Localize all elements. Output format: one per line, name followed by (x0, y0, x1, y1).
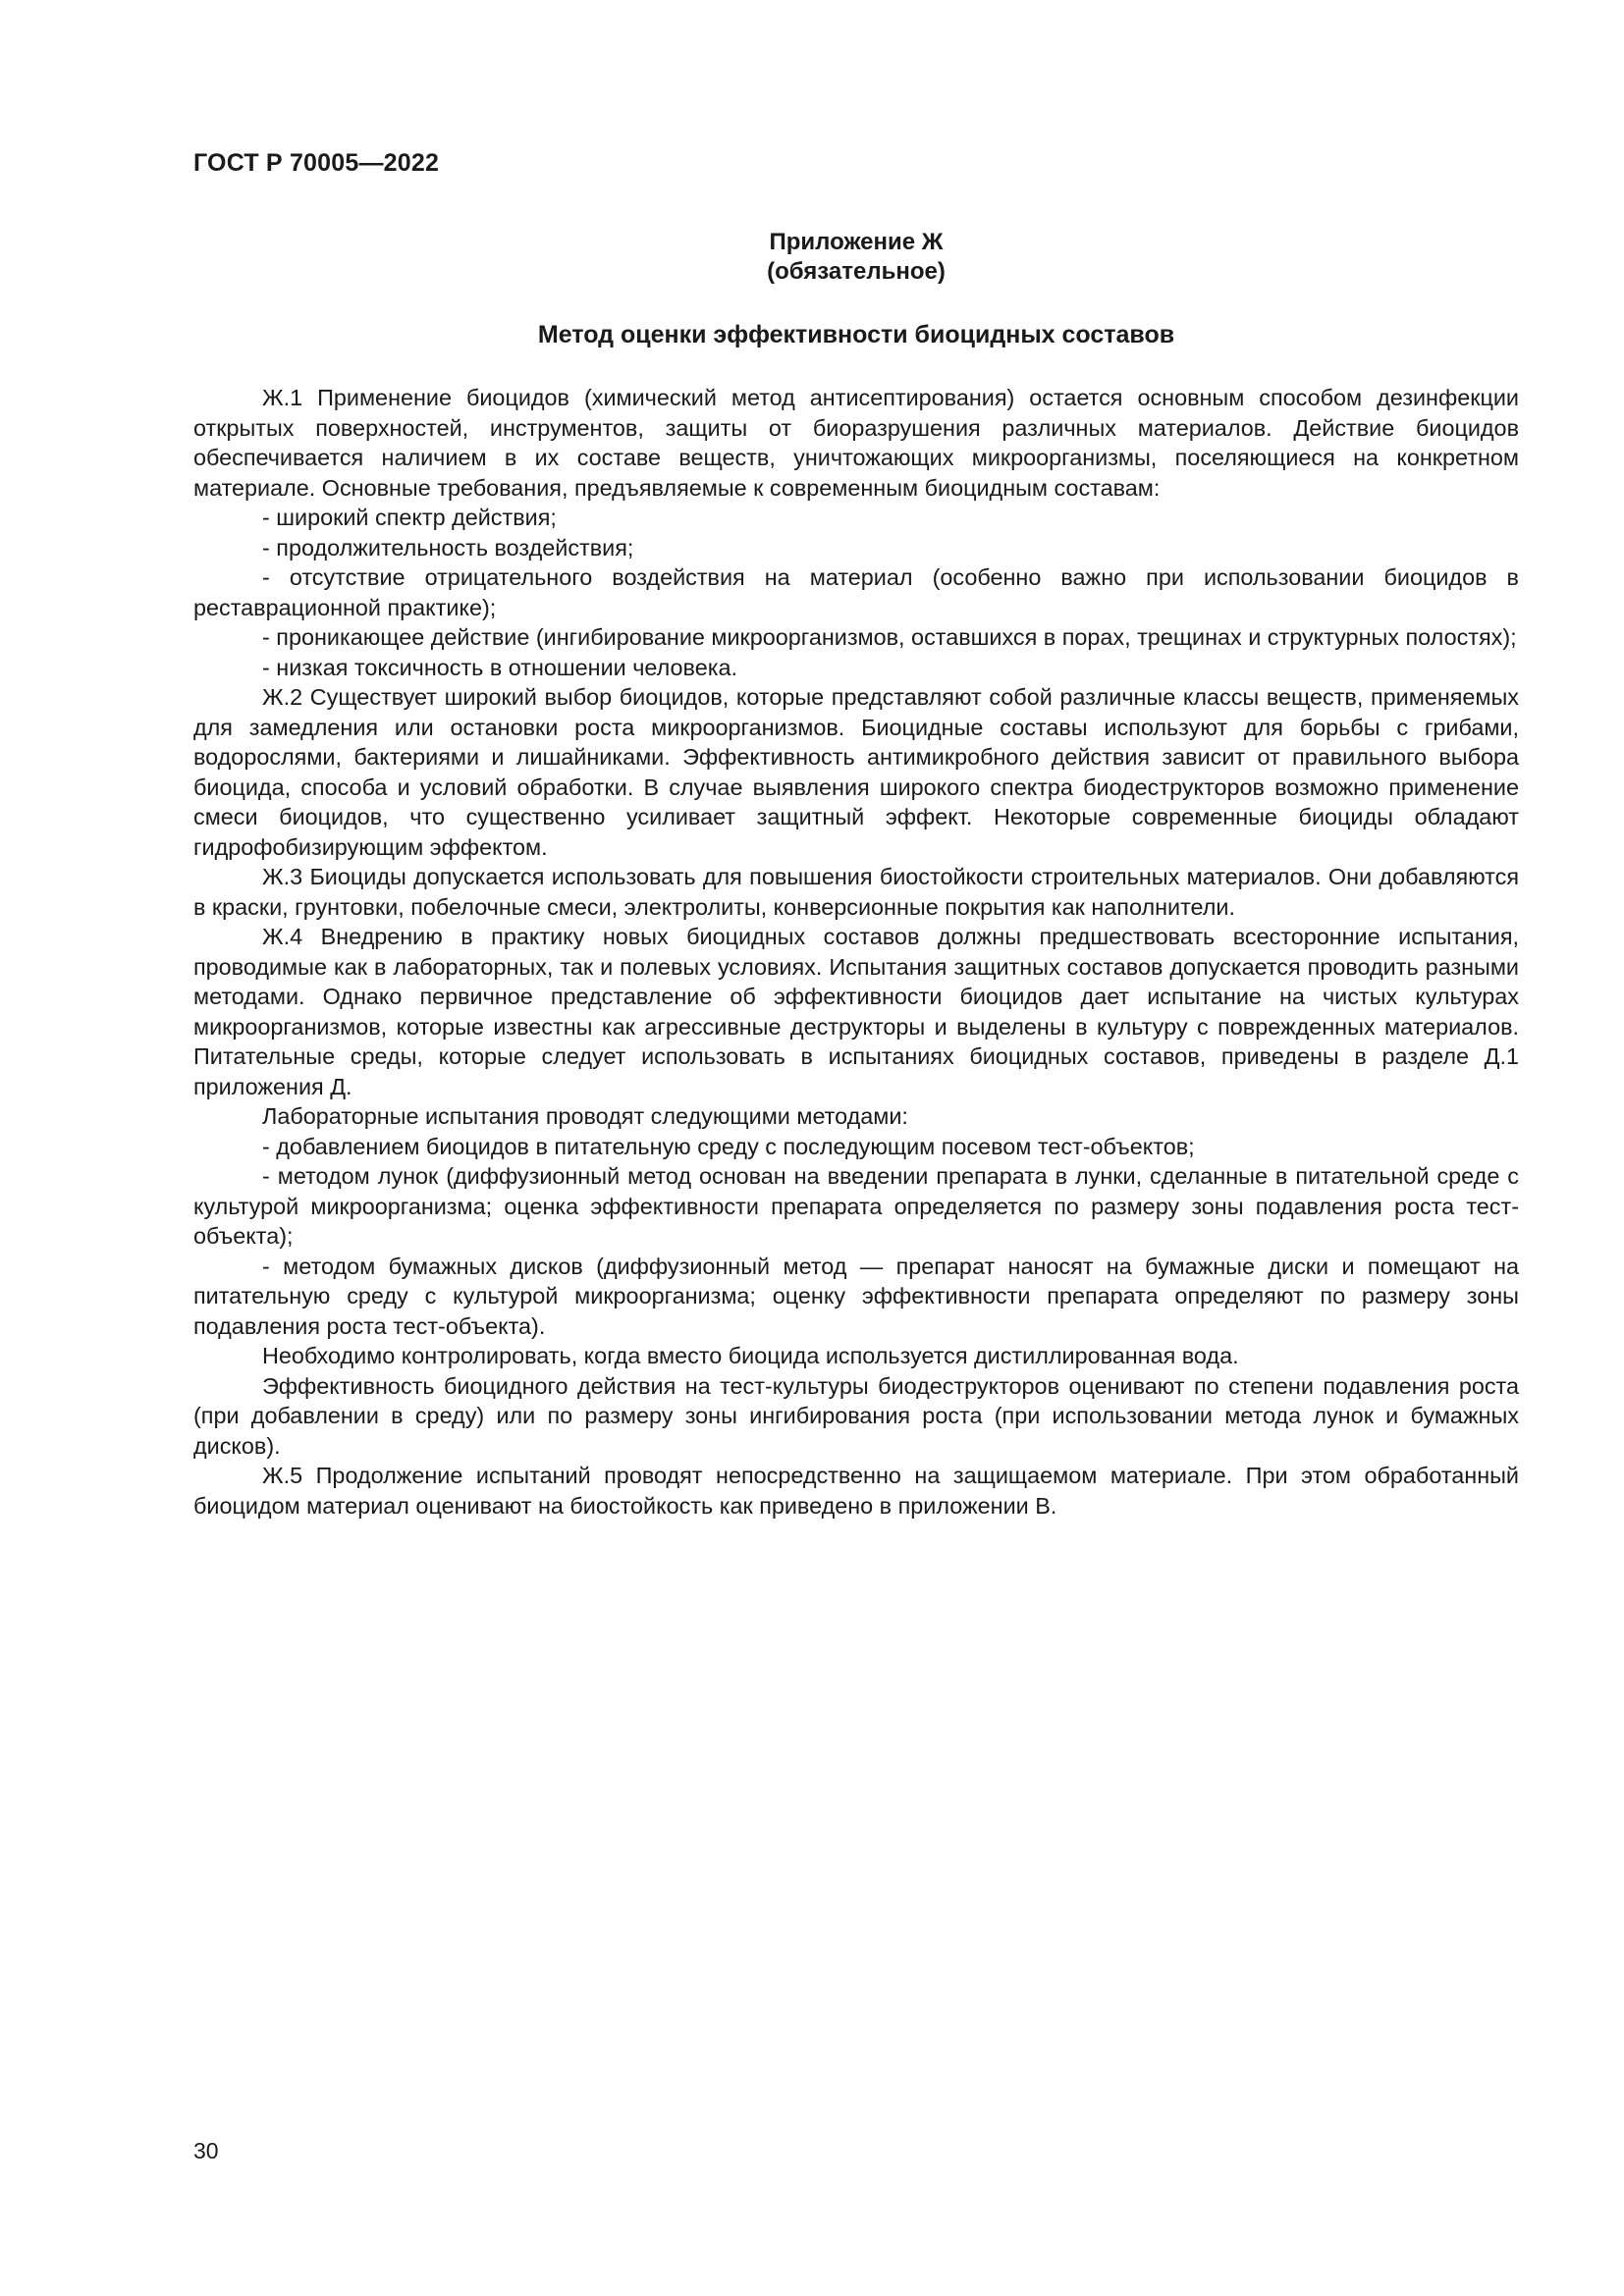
list-item: - широкий спектр действия; (262, 505, 557, 530)
list-item: - методом бумажных дисков (диффузионный метод — препарат наносят на бумажные диски и помещают на питательную среду с культурой микроорганизма; оценку эффективности препарата определяют по размеру зоны подавления роста тест-объекта). (193, 1253, 1519, 1339)
list-item: - проникающее действие (ингибирование микроорганизмов, оставшихся в порах, трещинах и структурных полостях); (262, 624, 1517, 650)
list-item: - методом лунок (диффузионный метод основан на введении препарата в лунки, сделанные в питательной среде с культурой микроорганизма; оценка эффективности препарата определяется по размеру зоны подавления роста тест-объекта); (193, 1163, 1519, 1249)
paragraph-zh1: Ж.1 Применение биоцидов (химический метод антисептирования) остается основным способом дезинфекции открытых поверхностей, инструментов, защиты от биоразрушения различных материалов. Действие биоцидов обеспечивается наличием в их составе веществ, уничтожающих микроорганизмы, поселяющиеся на конкретном материале. Основные требования, предъявляемые к современным биоцидным составам: (193, 385, 1519, 501)
annex-heading: Метод оценки эффективности биоцидных составов (537, 321, 1175, 348)
document-code-header: ГОСТ Р 70005—2022 (193, 149, 440, 177)
paragraph-efficiency: Эффективность биоцидного действия на тест-культуры биодеструкторов оценивают по степени подавления роста (при добавлении в среду) или по размеру зоны ингибирования роста (при использовании метода лунок и бумажных дисков). (193, 1372, 1519, 1459)
page-number: 30 (193, 2138, 219, 2163)
list-item: - низкая токсичность в отношении человека. (262, 654, 737, 680)
list-item: - добавлением биоцидов в питательную среду с последующим посевом тест-объектов; (262, 1133, 1195, 1159)
paragraph-zh5: Ж.5 Продолжение испытаний проводят непосредственно на защищаемом материале. При этом обработанный биоцидом материал оценивают на биостойкость как приведено в приложении В. (193, 1463, 1519, 1519)
list-item: - продолжительность воздействия; (262, 534, 634, 561)
paragraph-control: Необходимо контролировать, когда вместо биоцида используется дистиллированная вода. (262, 1343, 1239, 1368)
list-item: - отсутствие отрицательного воздействия на материал (особенно важно при использовании биоцидов в реставрационной практике); (193, 564, 1519, 620)
paragraph-lab-methods: Лабораторные испытания проводят следующими методами: (262, 1103, 908, 1129)
paragraph-zh3: Ж.3 Биоциды допускается использовать для повышения биостойкости строительных материалов. Они добавляются в краски, грунтовки, побелочные смеси, электролиты, конверсионные покрытия как наполнители. (193, 864, 1519, 920)
paragraph-zh4: Ж.4 Внедрению в практику новых биоцидных составов должны предшествовать всесторонние испытания, проводимые как в лабораторных, так и полевых условиях. Испытания защитных составов допускается проводить разными методами. Однако первичное представление об эффективности биоцидов дает испытание на чистых культурах микроорганизмов, которые известны как агрессивные деструкторы и выделены в культуру с поврежденных материалов. Питательные среды, которые следует использовать в испытаниях биоцидных составов, приведены в разделе Д.1 приложения Д. (193, 924, 1519, 1099)
annex-status: (обязательное) (767, 258, 946, 285)
annex-body (193, 383, 1519, 1521)
annex-name: Приложение Ж (769, 229, 944, 255)
paragraph-zh2: Ж.2 Существует широкий выбор биоцидов, которые представляют собой различные классы веществ, применяемых для замедления или остановки роста микроорганизмов. Биоцидные составы используют для борьбы с грибами, водорослями, бактериями и лишайниками. Эффективность антимикробного действия зависит от правильного выбора биоцида, способа и условий обработки. В случае выявления широкого спектра биодеструкторов возможно применение смеси биоцидов, что существенно усиливает защитный эффект. Некоторые современные биоциды обладают гидрофобизирующим эффектом. (193, 684, 1519, 860)
